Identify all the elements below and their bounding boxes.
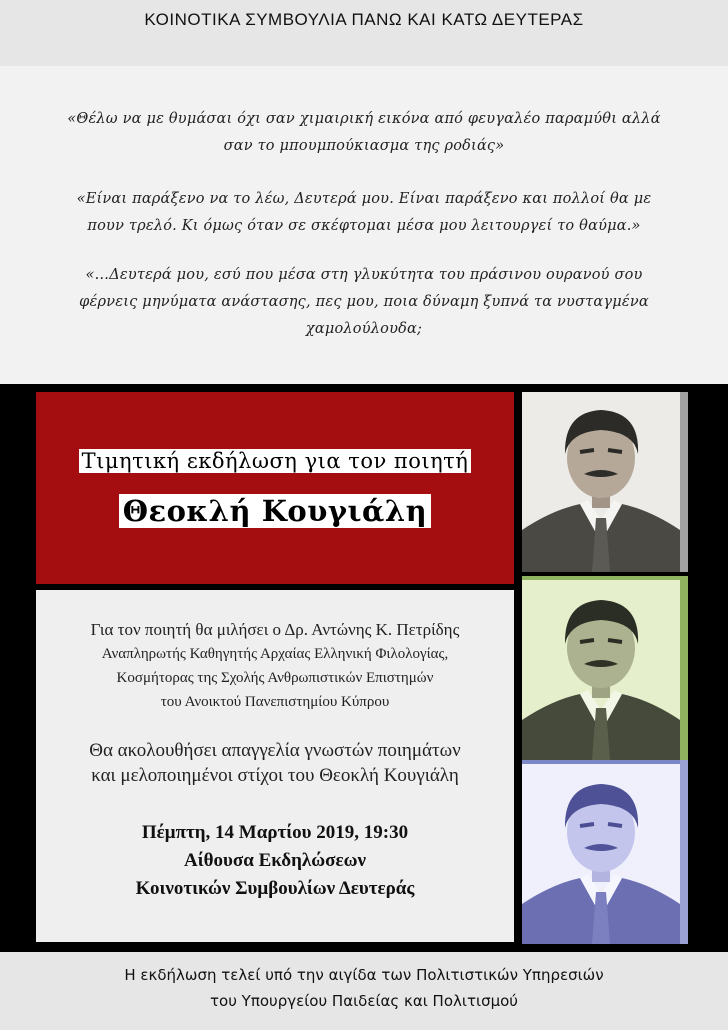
poet-portrait-2 (522, 580, 680, 760)
footer-line: Η εκδήλωση τελεί υπό την αιγίδα των Πολιτιστικών Υπηρεσιών (124, 966, 604, 984)
quote-line: «…Δευτερά μου, εσύ που μέσα στη γλυκύτητα του πράσινου ουρανού σου (85, 267, 643, 283)
quote-3 (20, 262, 708, 343)
poet-portrait-3 (522, 764, 680, 944)
quote-line: πουν τρελό. Κι όμως όταν σε σκέφτομαι μέσα μου λειτουργεί το θαύμα.» (87, 218, 641, 234)
event-title-panel (36, 392, 514, 584)
event-venue: Αίθουσα Εκδηλώσεων (184, 850, 366, 871)
speaker-role-line: Αναπληρωτής Καθηγητής Αρχαίας Ελληνική Φιλολογίας, (101, 646, 449, 662)
header-bar (0, 0, 728, 66)
quote-line: χαμολούλουδα; (305, 321, 423, 337)
event-venue: Κοινοτικών Συμβουλίων Δευτεράς (135, 878, 415, 899)
event-info-panel (36, 590, 514, 942)
quotes-section (0, 66, 728, 384)
quote-line: φέρνεις μηνύματα ανάστασης, πες μου, ποια δύναμη ξυπνά τα νυσταγμένα (79, 294, 649, 310)
speaker-role-line: του Ανοικτού Πανεπιστημίου Κύπρου (160, 694, 390, 710)
photo-frame-edge (680, 392, 688, 572)
footer-bar (0, 952, 728, 1030)
event-title: Τιμητική εκδήλωση για τον ποιητή (36, 449, 514, 473)
speaker-role-line: Κοσμήτορας της Σχολής Ανθρωπιστικών Επιστημών (116, 670, 434, 686)
program-line: Θα ακολουθήσει απαγγελία γνωστών ποιημάτων (89, 740, 461, 761)
speaker-line: Για τον ποιητή θα μιλήσει ο Δρ. Αντώνης Κ. Πετρίδης (90, 620, 460, 639)
quote-line: «Θέλω να με θυμάσαι όχι σαν χιμαιρική εικόνα από φευγαλέο παραμύθι αλλά (67, 111, 661, 127)
event-datetime: Πέμπτη, 14 Μαρτίου 2019, 19:30 (141, 822, 409, 843)
quote-1 (20, 106, 708, 160)
header-title: ΚΟΙΝΟΤΙΚΑ ΣΥΜΒΟΥΛΙΑ ΠΑΝΩ ΚΑΙ ΚΑΤΩ ΔΕΥΤΕΡΑΣ (144, 10, 584, 29)
honoree-name: Θεοκλή Κουγιάλη (36, 494, 514, 528)
poet-portrait-1 (522, 392, 680, 572)
photo-frame-edge (680, 576, 688, 764)
program-line: και μελοποιημένοι στίχοι του Θεοκλή Κουγιάλη (91, 765, 459, 786)
quote-line: σαν το μπουμπούκιασμα της ροδιάς» (223, 138, 505, 154)
footer-line: του Υπουργείου Παιδείας και Πολιτισμού (210, 992, 518, 1010)
quote-line: «Είναι παράξενο να το λέω, Δευτερά μου. Είναι παράξενο και πολλοί θα με (76, 191, 652, 207)
photo-frame-edge (680, 760, 688, 944)
quote-2 (20, 186, 708, 240)
